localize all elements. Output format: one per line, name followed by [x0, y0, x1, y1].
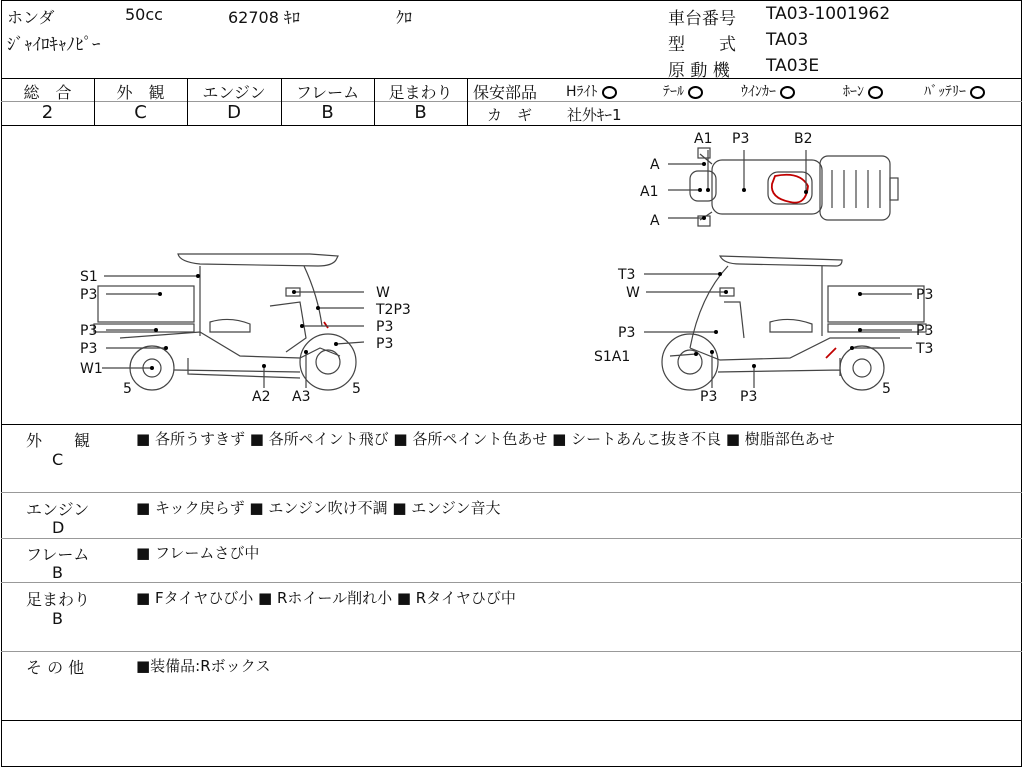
note-grade-engine: D	[52, 518, 65, 537]
diagram-label: W	[626, 285, 640, 301]
diagram-label: P3	[732, 131, 750, 147]
model-name: ｼﾞｬｲﾛｷｬﾉﾋﾟｰ	[7, 35, 101, 55]
divider	[1, 720, 1022, 721]
ok-circle-icon	[780, 86, 795, 99]
ok-circle-icon	[688, 86, 703, 99]
divider	[467, 78, 468, 125]
divider	[1, 78, 1022, 79]
chassis-label: 車台番号	[668, 9, 736, 29]
diagram-label: W	[376, 285, 390, 301]
engine-label: エンジン	[202, 83, 266, 102]
diagram-label: P3	[740, 389, 758, 405]
note-grade-suspension: B	[52, 609, 63, 628]
engine-cc: 50cc	[125, 5, 163, 24]
diagram-label: B2	[794, 131, 813, 147]
safety-item-battery: ﾊﾞｯﾃﾘｰ	[924, 81, 985, 101]
safety-item-headlight: Hﾗｲﾄ	[566, 81, 617, 101]
diagram-label: S1A1	[594, 349, 631, 365]
diagram-label: 5	[352, 381, 361, 397]
diagram-label: T3	[916, 341, 934, 357]
mileage: 62708 ｷﾛ	[228, 8, 300, 27]
diagram-label: A1	[694, 131, 713, 147]
diagram-label: 5	[882, 381, 891, 397]
diagram-label: P3	[700, 389, 718, 405]
note-grade-frame: B	[52, 563, 63, 582]
left-side-scooter	[94, 254, 356, 390]
diagram-label: A2	[252, 389, 271, 405]
frame-label: フレーム	[295, 83, 360, 102]
ok-circle-icon	[970, 86, 985, 99]
exterior-grade: C	[134, 102, 147, 123]
diagram-label: W1	[80, 361, 103, 377]
diagram-label: T2P3	[376, 302, 411, 318]
note-text-other: ■装備品:Rボックス	[136, 657, 271, 675]
note-label-suspension: 足まわり	[26, 590, 91, 609]
engine-grade: D	[227, 102, 241, 123]
diagram-label: 5	[123, 381, 132, 397]
note-label-engine: エンジン	[26, 500, 90, 519]
diagram-label: A	[650, 213, 660, 229]
diagram-label: P3	[916, 287, 934, 303]
note-text-exterior: ■ 各所うすきず ■ 各所ペイント飛び ■ 各所ペイント色あせ ■ シートあんこ抜き不良 ■ 樹脂部色あせ	[136, 430, 835, 448]
diagram-label: P3	[80, 287, 98, 303]
divider	[1, 538, 1022, 539]
divider	[1, 424, 1022, 425]
note-text-engine: ■ キック戻らず ■ エンジン吹け不調 ■ エンジン音大	[136, 499, 501, 517]
note-grade-exterior: C	[52, 450, 64, 469]
diagram-label: P3	[618, 325, 636, 341]
overall-grade: 2	[41, 102, 54, 123]
chassis-value: TA03-1001962	[766, 4, 891, 24]
diagram-label: P3	[80, 323, 98, 339]
overall-label: 総 合	[23, 83, 72, 102]
body-color: ｸﾛ	[396, 8, 413, 27]
diagram-label: A3	[292, 389, 311, 405]
safety-item-tail: ﾃｰﾙ	[663, 81, 703, 101]
note-label-frame: フレーム	[26, 545, 90, 564]
top-view-scooter	[690, 148, 898, 226]
engine-type-label: 原 動 機	[668, 61, 730, 81]
maker: ホンダ	[7, 8, 55, 27]
note-text-suspension: ■ Fタイヤひび小 ■ Rホイール削れ小 ■ Rタイヤひび中	[136, 589, 516, 607]
suspension-grade: B	[414, 102, 427, 123]
diagram-label: T3	[618, 267, 636, 283]
engine-type-value: TA03E	[766, 56, 820, 76]
divider	[1, 492, 1022, 493]
safety-label: 保安部品	[473, 83, 538, 102]
divider	[1, 582, 1022, 583]
note-text-frame: ■ フレームさび中	[136, 544, 260, 562]
diagram-label: A1	[640, 184, 659, 200]
damage-diagram	[0, 126, 1022, 424]
diagram-label: P3	[916, 323, 934, 339]
note-label-exterior: 外 観	[26, 431, 91, 450]
divider	[468, 101, 1022, 102]
diagram-label: P3	[80, 341, 98, 357]
key-label: カ ギ	[487, 106, 533, 124]
diagram-label: P3	[376, 336, 394, 352]
diagram-label: S1	[80, 269, 98, 285]
ok-circle-icon	[602, 86, 617, 99]
suspension-label: 足まわり	[388, 83, 453, 102]
type-label: 型 式	[668, 35, 736, 55]
key-value: 社外ｷｰ1	[567, 106, 622, 124]
right-side-scooter	[662, 256, 926, 390]
note-label-other: そ の 他	[26, 658, 85, 677]
diagram-label: A	[650, 157, 660, 173]
safety-item-horn: ﾎｰﾝ	[843, 81, 883, 101]
divider	[1, 651, 1022, 652]
safety-item-winker: ｳｲﾝｶｰ	[741, 81, 795, 101]
exterior-label: 外 観	[116, 83, 165, 102]
type-value: TA03	[766, 30, 809, 50]
frame-grade: B	[321, 102, 334, 123]
diagram-label: P3	[376, 319, 394, 335]
ok-circle-icon	[868, 86, 883, 99]
